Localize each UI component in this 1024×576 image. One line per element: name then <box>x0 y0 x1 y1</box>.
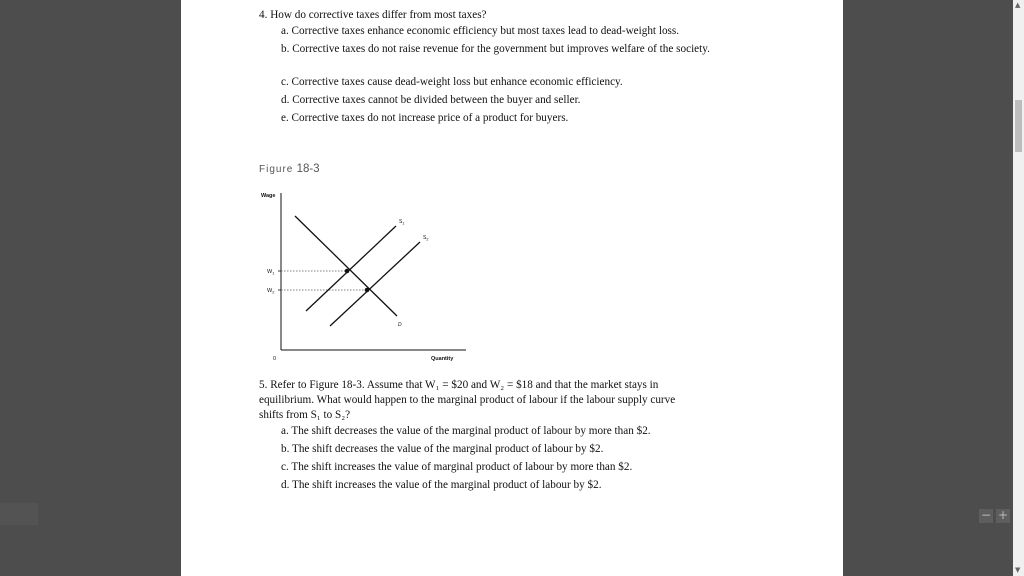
q4-option-e: e. Corrective taxes do not increase price of a product for buyers. <box>281 112 569 124</box>
vertical-scrollbar[interactable] <box>1013 0 1024 576</box>
scrollbar-thumb[interactable] <box>1015 100 1022 152</box>
w2-label: $W_2$ <box>267 288 275 295</box>
figure-caption-word: Figure <box>259 164 294 175</box>
scroll-down-arrow-icon[interactable]: ▼ <box>1015 566 1021 574</box>
q5-option-c: c. The shift increases the value of marginal product of labour by more than $2. <box>281 461 633 473</box>
figure-caption-number: 18-3 <box>296 163 320 175</box>
q4-option-a: a. Corrective taxes enhance economic efficiency but most taxes lead to dead-weight loss. <box>281 25 680 37</box>
w1-label: $W_1$ <box>267 269 275 276</box>
s1-label: $S_1$ <box>399 219 405 226</box>
q4-option-b: b. Corrective taxes do not raise revenue for the government but improves welfare of the society. <box>281 43 710 55</box>
left-panel-stub <box>0 503 38 525</box>
q5-option-a: a. The shift decreases the value of the marginal product of labour by more than $2. <box>281 425 651 437</box>
equilibrium-point-w1 <box>345 269 350 274</box>
zoom-out-button[interactable]: − <box>980 508 992 522</box>
supply-curve-s2 <box>330 242 420 326</box>
scroll-up-arrow-icon[interactable]: ▲ <box>1015 1 1021 9</box>
y-axis-label: Wage <box>261 193 276 199</box>
s2-label: $S_2$ <box>423 235 429 242</box>
document-page <box>181 0 843 576</box>
labour-market-graph <box>251 185 471 370</box>
q5-option-b: b. The shift decreases the value of the marginal product of labour by $2. <box>281 443 604 455</box>
supply-curve-s1 <box>306 226 396 311</box>
origin-label: 0 <box>273 356 277 362</box>
x-axis-label: Quantity <box>431 356 454 362</box>
demand-curve <box>295 216 397 316</box>
q5-option-d: d. The shift increases the value of the marginal product of labour by $2. <box>281 479 602 491</box>
d-label: D <box>398 322 402 328</box>
q4-option-d: d. Corrective taxes cannot be divided between the buyer and seller. <box>281 94 581 106</box>
question-5-line-2: equilibrium. What would happen to the marginal product of labour if the labour supply curve <box>259 394 676 406</box>
question-4-text: 4. How do corrective taxes differ from most taxes? <box>259 9 487 21</box>
q4-option-c: c. Corrective taxes cause dead-weight loss but enhance economic efficiency. <box>281 76 623 88</box>
figure-caption <box>259 163 320 175</box>
question-5-line-1: 5. Refer to Figure 18-3. Assume that W₁ = $20 and W₂ = $18 and that the market stays in <box>259 379 659 391</box>
zoom-in-button[interactable]: + <box>997 508 1009 522</box>
equilibrium-point-w2 <box>365 288 370 293</box>
question-5-line-3: shifts from S₁ to S₂? <box>259 409 351 421</box>
